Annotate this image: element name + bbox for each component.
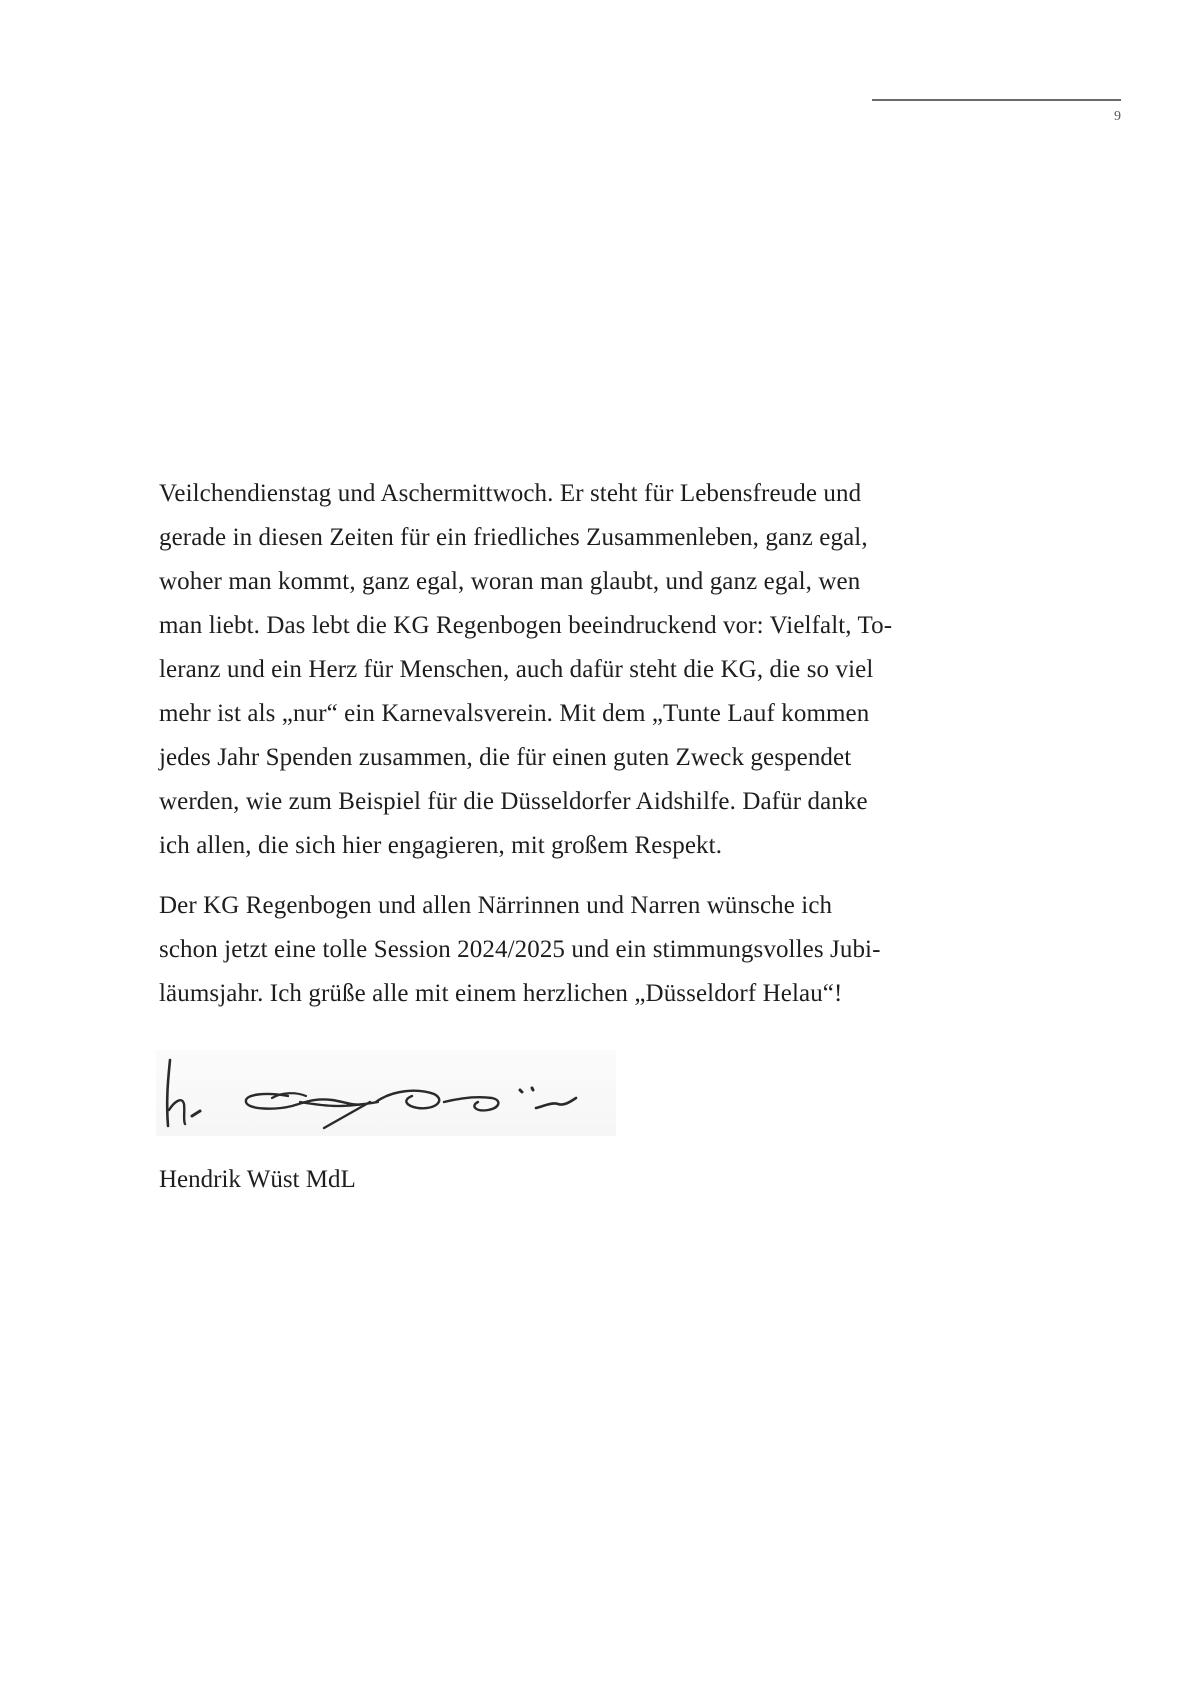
signature-stroke — [536, 1098, 576, 1108]
text-line: werden, wie zum Beispiel für die Düsseldorfer Aidshilfe. Dafür danke — [159, 788, 868, 815]
paragraph-2 — [159, 884, 959, 1016]
page-number: 9 — [1114, 109, 1121, 124]
text-line: man liebt. Das lebt die KG Regenbogen beeindruckend vor: Vielfalt, To- — [159, 612, 893, 639]
text-line: jedes Jahr Spenden zusammen, die für einen guten Zweck gespendet — [159, 744, 852, 771]
header-rule — [872, 99, 1121, 101]
text-line: woher man kommt, ganz egal, woran man glaubt, und ganz egal, wen — [159, 568, 861, 595]
text-line: leranz und ein Herz für Menschen, auch dafür steht die KG, die so viel — [159, 656, 874, 683]
text-line: schon jetzt eine tolle Session 2024/2025 und ein stimmungsvolles Jubi- — [159, 936, 881, 963]
signature-stroke — [444, 1097, 498, 1110]
signature-strokes — [167, 1060, 576, 1128]
text-line: ich allen, die sich hier engagieren, mit großem Respekt. — [159, 832, 723, 859]
signature-stroke — [376, 1091, 439, 1109]
text-line: Veilchendienstag und Aschermittwoch. Er steht für Lebensfreude und — [159, 480, 862, 507]
signature-stroke — [192, 1111, 200, 1116]
handwritten-signature-icon — [156, 1050, 616, 1136]
letter-body — [159, 472, 959, 1016]
signature-stroke — [520, 1090, 522, 1092]
signature-stroke — [169, 1100, 185, 1124]
text-line: läumsjahr. Ich grüße alle mit einem herzlichen „Düsseldorf Helau“! — [159, 980, 843, 1007]
paragraph-1 — [159, 472, 959, 868]
signature-stroke — [167, 1060, 170, 1126]
signer-name: Hendrik Wüst MdL — [159, 1166, 356, 1193]
text-line: Der KG Regenbogen und allen Närrinnen und Narren wünsche ich — [159, 892, 833, 919]
text-line: mehr ist als „nur“ ein Karnevalsverein. Mit dem „Tunte Lauf kommen — [159, 700, 870, 727]
signature-image — [156, 1050, 616, 1136]
signature-stroke — [532, 1088, 533, 1090]
text-line: gerade in diesen Zeiten für ein friedliches Zusammenleben, ganz egal, — [159, 524, 868, 551]
